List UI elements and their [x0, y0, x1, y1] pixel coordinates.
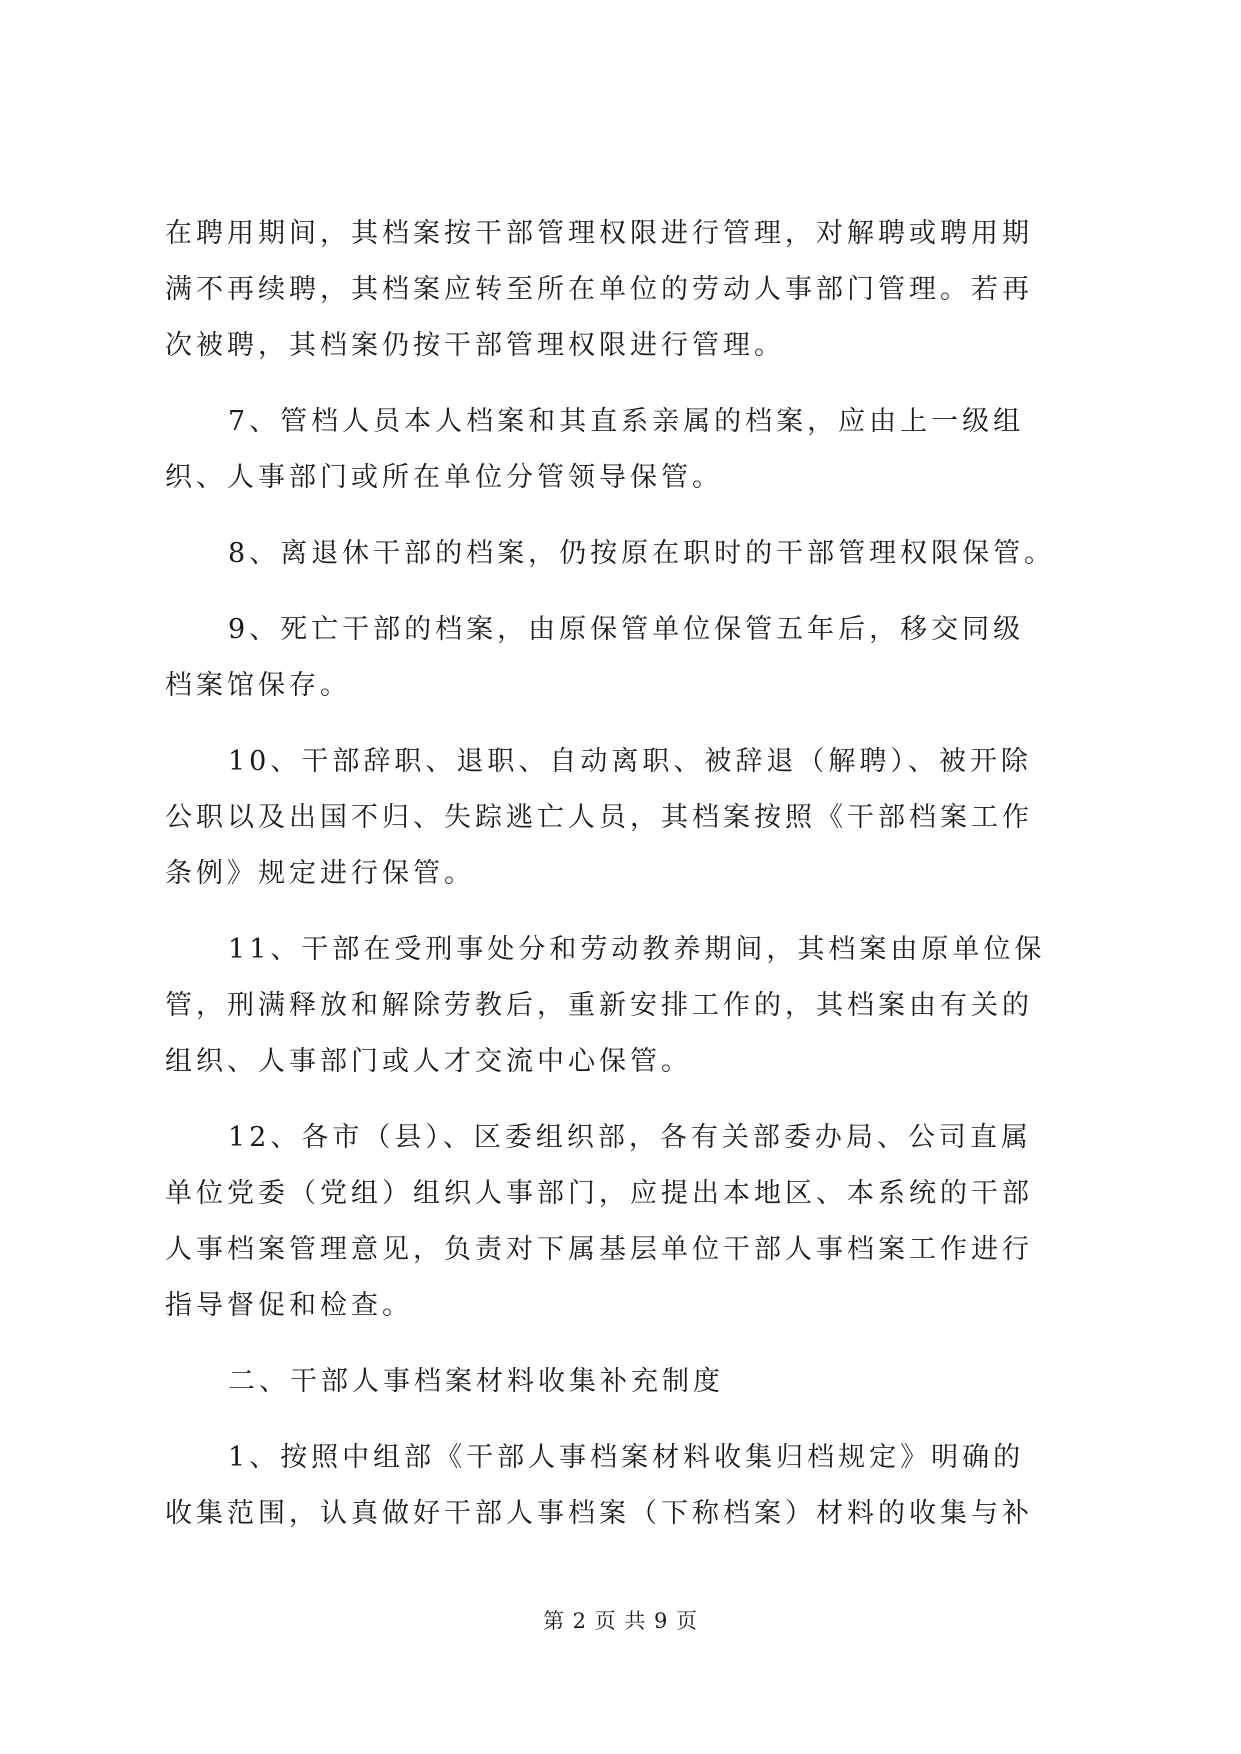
text-line: 单位党委（党组）组织人事部门，应提出本地区、本系统的干部: [165, 1178, 1033, 1209]
text-line: 组织、人事部门或人才交流中心保管。: [165, 1046, 692, 1077]
page-number-footer: 第 2 页 共 9 页: [542, 1609, 699, 1633]
text-line: 次被聘，其档案仍按干部管理权限进行管理。: [165, 330, 785, 361]
text-line: 9、死亡干部的档案，由原保管单位保管五年后，移交同级: [228, 614, 1025, 645]
text-line: 7、管档人员本人档案和其直系亲属的档案，应由上一级组: [228, 406, 1025, 437]
text-line: 管，刑满释放和解除劳教后，重新安排工作的，其档案由有关的: [165, 990, 1033, 1021]
text-line: 公职以及出国不归、失踪逃亡人员，其档案按照《干部档案工作: [165, 802, 1033, 833]
text-line: 满不再续聘，其档案应转至所在单位的劳动人事部门管理。若再: [165, 274, 1033, 305]
text-line: 8、离退休干部的档案，仍按原在职时的干部管理权限保管。: [228, 538, 1056, 569]
text-line: 档案馆保存。: [165, 670, 351, 701]
text-line: 1、按照中组部《干部人事档案材料收集归档规定》明确的: [228, 1442, 1025, 1473]
text-line: 收集范围，认真做好干部人事档案（下称档案）材料的收集与补: [165, 1498, 1033, 1529]
text-line: 指导督促和检查。: [165, 1290, 413, 1321]
text-line: 11、干部在受刑事处分和劳动教养期间，其档案由原单位保: [228, 934, 1046, 965]
text-line: 12、各市（县）、区委组织部，各有关部委办局、公司直属: [228, 1122, 1032, 1153]
text-line: 人事档案管理意见，负责对下属基层单位干部人事档案工作进行: [165, 1234, 1033, 1265]
section-heading: 二、干部人事档案材料收集补充制度: [228, 1366, 724, 1397]
text-line: 条例》规定进行保管。: [165, 858, 475, 889]
text-line: 在聘用期间，其档案按干部管理权限进行管理，对解聘或聘用期: [165, 218, 1033, 249]
text-line: 10、干部辞职、退职、自动离职、被辞退（解聘）、被开除: [228, 746, 1032, 777]
text-line: 织、人事部门或所在单位分管领导保管。: [165, 462, 723, 493]
